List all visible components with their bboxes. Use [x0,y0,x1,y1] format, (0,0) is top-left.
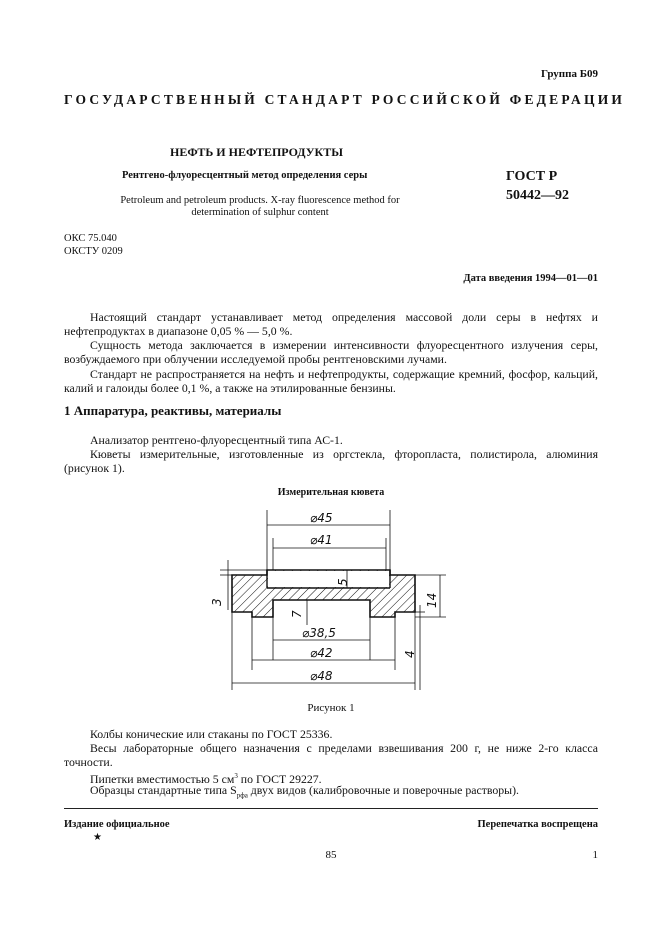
pipettes-text-a: Пипетки вместимостью 5 см [90,771,235,786]
paragraph-text: Настоящий стандарт устанавливает метод определения массовой доли серы в нефтях и нефтепродуктах в диапазоне 0,05 % — 5,0 %. [64,310,598,339]
dim-5-label: 5 [336,578,350,586]
paragraph-text: Сущность метода заключается в измерении интенсивности флуоресцентного излучения серы, возбуждаемого при облучении исследуемой пробы рентгеновскими лучами. [64,338,598,367]
figure-title: Измерительная кювета [277,487,385,498]
dim-14-label: 14 [425,592,439,608]
paragraph-text: Стандарт не распространяется на нефть и нефтепродукты, содержащие кремний, фосфор, кальций, калий и галоиды более 0,1 %, а также на этилированные бензины. [64,367,598,396]
state-standard-heading: ГОСУДАРСТВЕННЫЙ СТАНДАРТ РОССИЙСКОЙ ФЕДЕРАЦИИ [64,92,626,107]
group-code: Группа Б09 [541,68,598,80]
paragraph-flasks [64,727,598,741]
pipettes-sup: 3 [234,772,238,780]
dim-4-label: 4 [403,650,417,658]
samples-sub: рфа [236,791,248,800]
document-subtitle-ru: Рентгено-флуоресцентный метод определения серы [122,170,368,181]
reprint-prohibited: Перепечатка воспрещена [477,819,598,830]
gost-line2: 50442—92 [506,188,569,203]
page-number: 85 [325,849,337,861]
paragraph-samples [64,783,598,803]
dim-45-label: ⌀45 [310,511,333,525]
dim-48-label: ⌀48 [310,669,333,683]
sheet-number: 1 [592,849,598,861]
figure-caption: Рисунок 1 [307,702,355,714]
paragraph-principle [64,338,598,366]
paragraph-text: Весы лабораторные общего назначения с пределами взвешивания 200 г, не ниже 2-го класса точности. [64,741,598,770]
okstu-code: ОКСТУ 0209 [64,246,123,257]
paragraph-analyzer: Анализатор рентгено-флуоресцентный типа АС-1. [90,433,343,447]
dim-41-label: ⌀41 [310,533,333,547]
cuvette-drawing [210,500,460,695]
dim-3-label: 3 [210,598,224,606]
classification-codes [64,232,123,258]
section-heading: 1 Аппаратура, реактивы, материалы [64,403,282,418]
footer-divider [64,808,598,809]
document-title: НЕФТЬ И НЕФТЕПРОДУКТЫ [170,145,343,159]
dim-38-5-label: ⌀38,5 [302,626,336,640]
dim-7-label: 7 [290,610,304,618]
document-subtitle-en [100,195,420,219]
subtitle-en-line1: Petroleum and petroleum products. X-ray fluorescence method for [120,195,400,206]
paragraph-scope [64,310,598,338]
official-edition: Издание официальное [64,819,170,830]
gost-number [506,167,569,205]
okc-code: ОКС 75.040 [64,233,117,244]
equipment-paragraphs [64,433,598,476]
samples-text-a: Образцы стандартные типа S [90,783,237,797]
paragraph-cuvettes: Кюветы измерительные, изготовленные из оргстекла, фторопласта, полистирола, алюминия (рисунок 1). [64,447,598,476]
paragraph-limitations [64,367,598,395]
paragraph-scales [64,741,598,769]
subtitle-en-line2: determination of sulphur content [191,207,329,218]
samples-text-b: двух видов (калибровочные и поверочные растворы). [247,783,519,797]
introduction-date: Дата введения 1994—01—01 [463,273,598,284]
star-mark: ★ [93,832,102,843]
gost-line1: ГОСТ Р [506,169,558,184]
paragraph-text: Колбы конические или стаканы по ГОСТ 25336. [90,727,333,741]
pipettes-text-b: по ГОСТ 29227. [237,771,322,786]
dim-42-label: ⌀42 [310,646,333,660]
